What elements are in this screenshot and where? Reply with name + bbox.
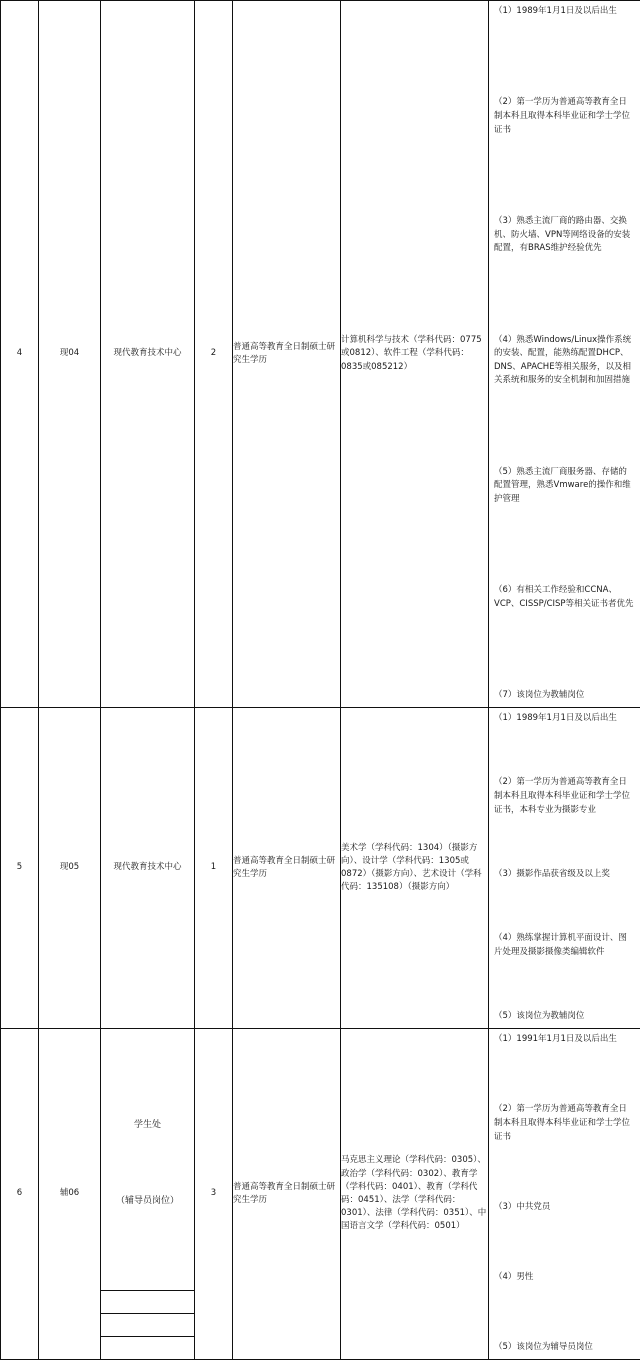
blank-line	[101, 1290, 194, 1313]
requirement-item: （1）1989年1月1日及以后出生	[494, 6, 617, 16]
row-headcount-text: 2	[210, 348, 217, 359]
row-education-text: 普通高等教育全日制硕士研究生学历	[233, 1181, 336, 1205]
row-unit	[101, 1029, 195, 1360]
requirement-item: （4）男性	[494, 1272, 534, 1283]
row-post-code	[39, 708, 101, 1029]
row-unit-text: 现代教育技术中心	[113, 862, 182, 873]
row-no-text: 6	[16, 1188, 23, 1199]
spacer	[489, 730, 640, 773]
requirement-item: （3）摄影作品获省级及以上奖	[494, 869, 610, 879]
spacer	[489, 964, 640, 1007]
spacer	[489, 616, 640, 686]
blank-line	[101, 1336, 194, 1359]
requirement-item: （2）第一学历为普通高等教育全日制本科且取得本科毕业证和学士学位证书	[494, 97, 631, 135]
row-unit	[101, 708, 195, 1029]
spacer	[489, 821, 640, 864]
row-headcount	[195, 708, 233, 1029]
row-major	[341, 1, 489, 708]
spacer	[489, 886, 640, 929]
spacer	[489, 511, 640, 581]
row-headcount-text: 3	[210, 1188, 217, 1199]
row-headcount	[195, 1029, 233, 1360]
row-education	[233, 1029, 341, 1360]
row-major-text: 美术学（学科代码：1304）（摄影方向）、设计学（学科代码：1305或0872）（摄影方向）、艺术设计（学科代码：135108）（摄影方向）	[341, 842, 482, 893]
row-no-text: 5	[16, 862, 23, 873]
row-requirements	[489, 708, 640, 1029]
row-requirements	[489, 1, 640, 708]
requirement-item: （1）1991年1月1日及以后出生	[494, 1034, 617, 1044]
requirement-item: （3）中共党员	[494, 1201, 551, 1212]
spacer	[489, 392, 640, 462]
row-post-code-text: 现05	[59, 862, 80, 873]
spacer	[489, 1289, 640, 1338]
row-major-text: 马克思主义理论（学科代码：0305）、政治学（学科代码：0302）、教育学（学科代码：0401）、教育（学科代码：0451）、法学（学科代码：0301）、法律（学科代码：0351）、中国语言文学（学科代码：0501）	[341, 1155, 487, 1232]
blank-line	[101, 1313, 194, 1336]
row-unit	[101, 1, 195, 708]
row-major	[341, 1029, 489, 1360]
row-unit-subnote: （辅导员岗位）	[115, 1195, 179, 1206]
requirement-item: （3）熟悉主流厂商的路由器、交换机、防火墙、VPN等网络设备的安装配置，有BRAS维护经验优先	[494, 216, 631, 254]
row-unit-blank-lines	[101, 1209, 194, 1359]
requirement-item: （7）该岗位为教辅岗位	[494, 690, 585, 701]
row-major	[341, 708, 489, 1029]
row-education	[233, 708, 341, 1029]
spacer	[489, 1148, 640, 1197]
requirement-item: （5）该岗位为辅导员岗位	[494, 1342, 593, 1353]
requirement-item: （2）第一学历为普通高等教育全日制本科且取得本科毕业证和学士学位证书	[494, 1104, 631, 1142]
spacer	[489, 23, 640, 93]
row-no	[1, 708, 39, 1029]
row-unit-text: 学生处	[133, 1120, 161, 1130]
row-headcount	[195, 1, 233, 708]
spacer	[489, 1218, 640, 1267]
row-headcount-text: 1	[210, 862, 217, 873]
row-post-code-text: 辅06	[59, 1188, 80, 1199]
spacer	[489, 141, 640, 211]
row-education-text: 普通高等教育全日制硕士研究生学历	[233, 855, 336, 879]
row-education-text: 普通高等教育全日制硕士研究生学历	[233, 341, 336, 365]
table-row	[1, 708, 640, 1029]
requirement-item: （2）第一学历为普通高等教育全日制本科且取得本科毕业证和学士学位证书，本科专业为摄影专业	[494, 777, 631, 815]
spacer	[489, 260, 640, 330]
spacer	[489, 1051, 640, 1100]
row-unit-text: 现代教育技术中心	[113, 348, 182, 359]
requirement-item: （5）熟悉主流厂商服务器、存储的配置管理，熟悉Vmware的操作和维护管理	[494, 466, 631, 504]
requirement-item: （4）熟悉Windows/Linux操作系统的安装、配置，能熟练配置DHCP、DNS、APACHE等相关服务，以及相关系统和服务的安全机制和加固措施	[494, 334, 632, 386]
requirement-item: （6）有相关工作经验和CCNA、VCP、CISSP/CISP等相关证书者优先	[494, 585, 634, 609]
row-post-code-text: 现04	[59, 348, 80, 359]
table-row	[1, 1, 640, 708]
row-education	[233, 1, 341, 708]
requirement-item: （5）该岗位为教辅岗位	[494, 1011, 585, 1022]
row-no	[1, 1029, 39, 1360]
requirement-item: （1）1989年1月1日及以后出生	[494, 713, 617, 723]
row-post-code	[39, 1, 101, 708]
row-requirements	[489, 1029, 640, 1360]
requirement-item: （4）熟练掌握计算机平面设计、图片处理及摄影摄像类编辑软件	[494, 933, 627, 957]
row-no-text: 4	[16, 348, 23, 359]
row-major-text: 计算机科学与技术（学科代码：0775或0812）、软件工程（学科代码：0835或085212）	[341, 335, 482, 372]
row-post-code	[39, 1029, 101, 1360]
row-no	[1, 1, 39, 708]
table-row	[1, 1029, 640, 1360]
